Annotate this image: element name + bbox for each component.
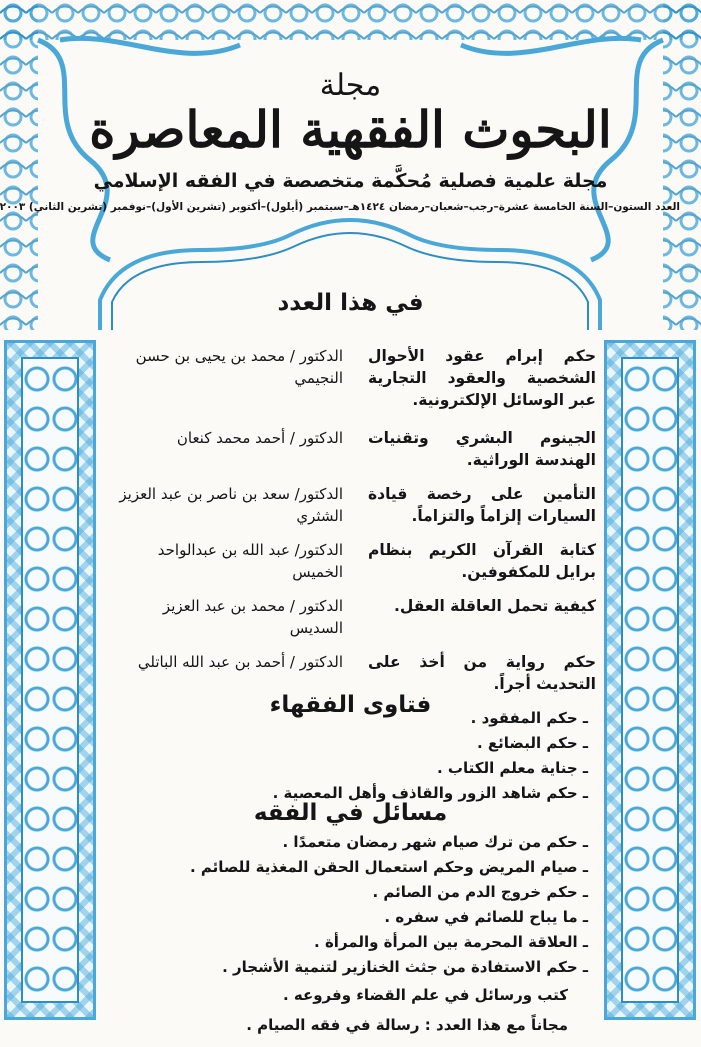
article-author: الدكتور / محمد بن عبد العزيز السديس [162,597,343,637]
article-author: الدكتور/ سعد بن ناصر بن عبد العزيز الشثري [119,485,343,525]
magazine-label: مجلة [319,68,382,103]
article-title: كيفية تحمل العاقلة العقل. [394,597,596,615]
article-title: التأمين على رخصة قيادة السيارات إلزاماً والتزاماً. [368,485,596,525]
article-row [108,427,596,475]
article-row [108,595,596,643]
right-ornamental-panel [604,340,696,1020]
magazine-title: البحوث الفقهية المعاصرة [89,100,612,159]
article-row [108,539,596,587]
issue-line: العدد الستون–السنة الخامسة عشرة–رجب–شعبان–رمضان ١٤٢٤هـ–سبتمبر (أيلول)–أكتوبر (تشرين الأول)–نوفمبر (تشرين الثاني) ٢٠٠٣ [0,201,680,213]
list-item: ـ حكم من ترك صيام شهر رمضان متعمدًا . [108,830,596,855]
article-author: الدكتور / محمد بن يحيى بن حسن النجيمي [135,347,343,387]
free-gift-line: مجاناً مع هذا العدد : رسالة في فقه الصيام . [246,1016,568,1034]
list-item: ـ حكم الاستفادة من جثث الخنازير لتنمية الأشجار . [108,955,596,980]
books-line: كتب ورسائل في علم القضاء وفروعه . [282,986,568,1004]
list-item: ـ العلاقة المحرمة بين المرأة والمرأة . [108,930,596,955]
list-item: ـ حكم البضائع . [108,731,596,756]
ornamental-arch-frame [0,0,701,330]
article-row [108,483,596,531]
list-item: ـ صيام المريض وحكم استعمال الحقن المغذية للصائم . [108,855,596,880]
masail-list [108,830,596,980]
section-heading-in-this-issue: في هذا العدد [277,290,424,316]
magazine-subtitle: مجلة علمية فصلية مُحكَّمة متخصصة في الفقه الإسلامي [93,170,608,192]
list-item: ـ جناية معلم الكتاب . [108,756,596,781]
list-item: ـ حكم المفقود . [108,706,596,731]
article-author: الدكتور/ عبد الله بن عبدالواحد الخميس [157,541,343,581]
article-author: الدكتور / أحمد بن عبد الله الباتلي [137,653,343,671]
article-title: حكم إبرام عقود الأحوال الشخصية والعقود التجارية عبر الوسائل الإلكترونية. [368,347,596,409]
article-row [108,345,596,419]
article-title: الجينوم البشري وتقنيات الهندسة الوراثية. [368,429,596,469]
articles-list [108,345,596,707]
article-title: حكم رواية من أخذ على التحديث أجراً. [368,653,596,693]
fatawa-list [108,706,596,806]
list-item: ـ حكم خروج الدم من الصائم . [108,880,596,905]
article-title: كتابة القرآن الكريم بنظام برايل للمكفوفين. [368,541,596,581]
section-heading-masail: مسائل في الفقه [253,800,448,826]
left-ornamental-panel [4,340,96,1020]
list-item: ـ حكم شاهد الزور والقاذف وأهل المعصية . [108,781,596,806]
list-item: ـ ما يباح للصائم في سفره . [108,905,596,930]
section-heading-fatawa: فتاوى الفقهاء [269,692,432,718]
article-author: الدكتور / أحمد محمد كنعان [176,429,343,447]
